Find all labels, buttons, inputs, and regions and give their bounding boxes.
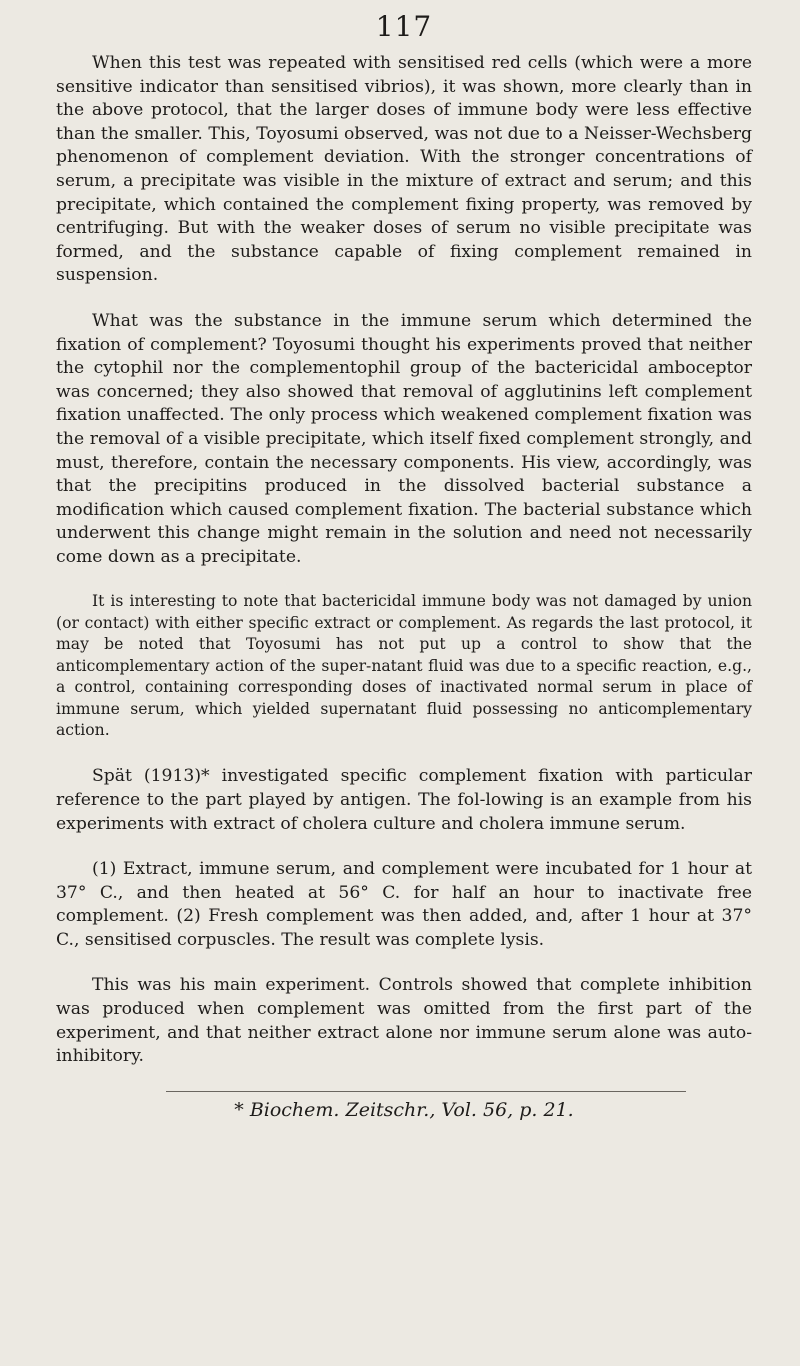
paragraph-5: (1) Extract, immune serum, and complement were incubated for 1 hour at 37° C., and then heated at 56° C. for half an hour to inactivate free complement. (2) Fresh complement was then added, and, after 1 hour at 37° C., sensitised corpuscles. The result was complete lysis. [56, 859, 752, 950]
footnote-journal: Biochem. Zeitschr. [249, 1098, 430, 1121]
paragraph-3: It is interesting to note that bactericidal immune body was not damaged by union (or contact) with either specific extract or complement. As regards the last protocol, it may be noted that Toyosumi has not put up a control to show that the anticomplementary action of the super-natant fluid was due to a specific reaction, e.g., a control, containing corresponding doses of inactivated normal serum in place of immune serum, which yielded supernatant fluid possessing no anticomplementary action. [56, 592, 752, 739]
paragraph-4: Spät (1913)* investigated specific complement fixation with particular reference to the part played by antigen. The fol-lowing is an example from his experiments with extract of cholera culture and cholera immune serum. [56, 766, 752, 834]
page-number: 117 [375, 10, 433, 43]
footnote-details: , Vol. 56, p. 21. [429, 1098, 574, 1121]
footnote [56, 1098, 752, 1122]
paragraph-2: What was the substance in the immune serum which determined the fixation of complement? Toyosumi thought his experiments proved that neither the cytophil nor the complementophil group of the bactericidal amboceptor was concerned; they also showed that removal of agglutinins left complement fixation unaffected. The only process which weakened complement fixation was the removal of a visible precipitate, which itself fixed complement strongly, and must, therefore, contain the necessary components. His view, accordingly, was that the precipitins produced in the dissolved bacterial substance a modification which caused complement fixation. The bacterial substance which underwent this change might remain in the solution and need not necessarily come down as a precipitate. [56, 310, 752, 567]
footnote-marker: * [234, 1098, 250, 1121]
footnote-divider [166, 1091, 686, 1092]
paragraph-1: When this test was repeated with sensitised red cells (which were a more sensitive indicator than sensitised vibrios), it was shown, more clearly than in the above protocol, that the larger doses of immune body were less effective than the smaller. This, Toyosumi observed, was not due to a Neisser-Wechsberg phenomenon of complement deviation. With the stronger concentrations of serum, a precipitate was visible in the mixture of extract and serum; and this precipitate, which contained the complement fixing property, was removed by centrifuging. But with the weaker doses of serum no visible precipitate was formed, and the substance capable of fixing complement remained in suspension. [56, 53, 752, 286]
paragraph-6: This was his main experiment. Controls showed that complete inhibition was produced when complement was omitted from the first part of the experiment, and that neither extract alone nor immune serum alone was auto-inhibitory. [56, 975, 752, 1067]
